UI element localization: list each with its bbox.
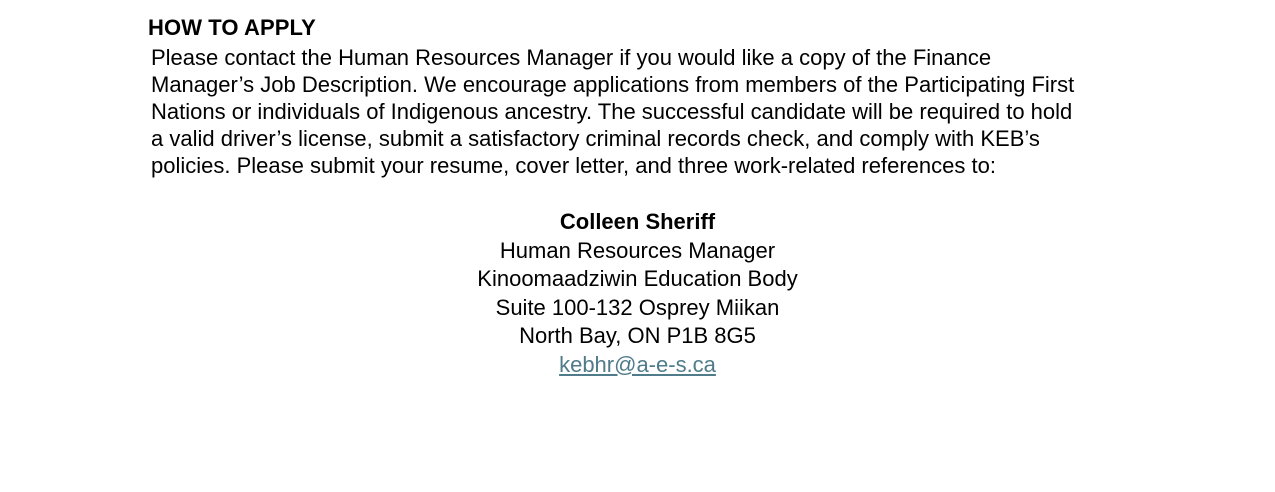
contact-block <box>0 208 1275 379</box>
body-line: a valid driver’s license, submit a satisfactory criminal records check, and comply with KEB’s <box>151 126 1040 151</box>
contact-name: Colleen Sheriff <box>559 209 716 234</box>
contact-city: North Bay, ON P1B 8G5 <box>519 323 756 348</box>
contact-title: Human Resources Manager <box>499 237 776 263</box>
contact-address: Suite 100-132 Osprey Miikan <box>495 294 780 320</box>
body-paragraph <box>151 44 1074 179</box>
body-line: Manager’s Job Description. We encourage applications from members of the Participating First <box>151 72 1075 97</box>
contact-organization: Kinoomaadziwin Education Body <box>477 266 798 291</box>
body-line: Nations or individuals of Indigenous ancestry. The successful candidate will be required to hold <box>151 99 1073 124</box>
contact-email-line <box>0 351 1275 380</box>
body-line: Please contact the Human Resources Manager if you would like a copy of the Finance <box>151 45 992 70</box>
body-line: policies. Please submit your resume, cover letter, and three work-related references to: <box>151 153 996 178</box>
email-link[interactable]: kebhr@a-e-s.ca <box>559 351 716 377</box>
section-heading: HOW TO APPLY <box>148 15 316 40</box>
